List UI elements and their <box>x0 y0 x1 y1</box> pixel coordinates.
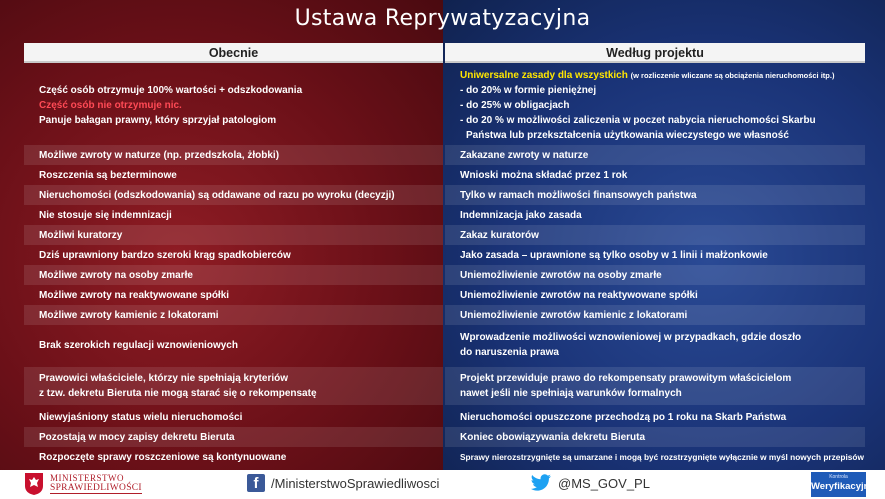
table-row-right: Uniemożliwienie zwrotów na reaktywowane spółki <box>460 289 698 301</box>
table-row-left: Możliwe zwroty na reaktywowane spółki <box>39 289 230 301</box>
facebook-icon[interactable]: f <box>247 474 265 492</box>
table-row-right: Jako zasada – uprawnione są tylko osoby w 1 linii i małżonkowie <box>460 249 768 261</box>
column-header-current: Obecnie <box>24 43 443 63</box>
badge-small-label: Kontrola <box>829 474 848 480</box>
table-row-right: Wnioski można składać przez 1 rok <box>460 169 628 181</box>
table-row-right: Zakazane zwroty w naturze <box>445 145 865 165</box>
ministry-name-line1: MINISTERSTWO <box>50 473 124 483</box>
table-row-left: Możliwe zwroty w naturze (np. przedszkola, żłobki) <box>24 145 443 165</box>
table-row-left: Dziś uprawniony bardzo szeroki krąg spadkobierców <box>39 249 291 261</box>
footer-bar <box>0 470 885 499</box>
badge-large-label: Weryfikacyjna <box>811 481 875 492</box>
table-row-left: Prawowici właściciele, którzy nie spełniają kryteriów z tzw. dekretu Bieruta nie mogą starać się o rekompensatę <box>24 367 443 405</box>
intro-right-heading-note: (w rozliczenie wliczane są obciążenia nieruchomości itp.) <box>630 71 835 80</box>
intro-left-line: Część osób otrzymuje 100% wartości + odszkodowania <box>39 85 303 96</box>
table-row-left: Nie stosuje się indemnizacji <box>39 209 172 221</box>
intro-right-line: - do 20% w formie pieniężnej <box>460 85 597 96</box>
table-row-right: Projekt przewiduje prawo do rekompensaty prawowitym właścicielom nawet jeśli nie spełniają warunków formalnych <box>445 367 865 405</box>
table-row-right: Tylko w ramach możliwości finansowych państwa <box>445 185 865 205</box>
intro-right-line: - do 20 % w możliwości zaliczenia w poczet nabycia nieruchomości Skarbu <box>460 115 816 126</box>
table-row-right: Nieruchomości opuszczone przechodzą po 1 roku na Skarb Państwa <box>460 411 787 423</box>
table-row-right: Uniemożliwienie zwrotów na osoby zmarłe <box>445 265 865 285</box>
column-header-project: Według projektu <box>445 43 865 63</box>
table-row-right: Sprawy nierozstrzygnięte są umarzane i mogą być rozstrzygnięte wyłącznie w myśl nowych przepisów <box>460 451 864 462</box>
table-row-right: Uniemożliwienie zwrotów kamienic z lokatorami <box>445 305 865 325</box>
table-row-left: Nieruchomości (odszkodowania) są oddawane od razu po wyroku (decyzji) <box>24 185 443 205</box>
ministry-name-line2: SPRAWIEDLIWOŚCI <box>50 483 142 493</box>
table-row-left: Rozpoczęte sprawy roszczeniowe są kontynuowane <box>39 451 287 463</box>
verification-badge <box>810 471 875 498</box>
table-row-left: Możliwe zwroty kamienic z lokatorami <box>24 305 443 325</box>
page-title: Ustawa Reprywatyzacyjna <box>294 6 591 31</box>
facebook-link[interactable]: /MinisterstwoSprawiedliwosci <box>271 476 440 491</box>
table-row-left: Brak szerokich regulacji wznowieniowych <box>39 339 238 351</box>
eagle-emblem-icon <box>24 472 44 496</box>
table-row-left: Możliwe zwroty na osoby zmarłe <box>24 265 443 285</box>
twitter-link[interactable]: @MS_GOV_PL <box>558 476 650 491</box>
table-row-right: Koniec obowiązywania dekretu Bieruta <box>445 427 865 447</box>
intro-left-line: Panuje bałagan prawny, który sprzyjał patologiom <box>39 115 277 126</box>
table-row-right: Zakaz kuratorów <box>445 225 865 245</box>
intro-right-line: - do 25% w obligacjach <box>460 100 570 111</box>
table-row-left: Pozostają w mocy zapisy dekretu Bieruta <box>24 427 443 447</box>
twitter-icon[interactable] <box>530 474 552 492</box>
intro-left-line-highlight: Część osób nie otrzymuje nic. <box>39 100 182 111</box>
table-row-right: Indemnizacja jako zasada <box>460 209 582 221</box>
intro-right-heading: Uniwersalne zasady dla wszystkich <box>460 70 628 81</box>
intro-right-line: Państwa lub przekształcenia użytkowania wieczystego we własność <box>466 130 789 141</box>
table-row-right: Wprowadzenie możliwości wznowieniowej w przypadkach, gdzie doszło do naruszenia prawa <box>460 332 802 358</box>
table-row-left: Niewyjaśniony status wielu nieruchomości <box>39 411 243 423</box>
table-row-left: Roszczenia są bezterminowe <box>39 169 177 181</box>
intro-right-cell <box>445 66 865 145</box>
table-row-left: Możliwi kuratorzy <box>24 225 443 245</box>
intro-left-cell <box>24 66 443 145</box>
